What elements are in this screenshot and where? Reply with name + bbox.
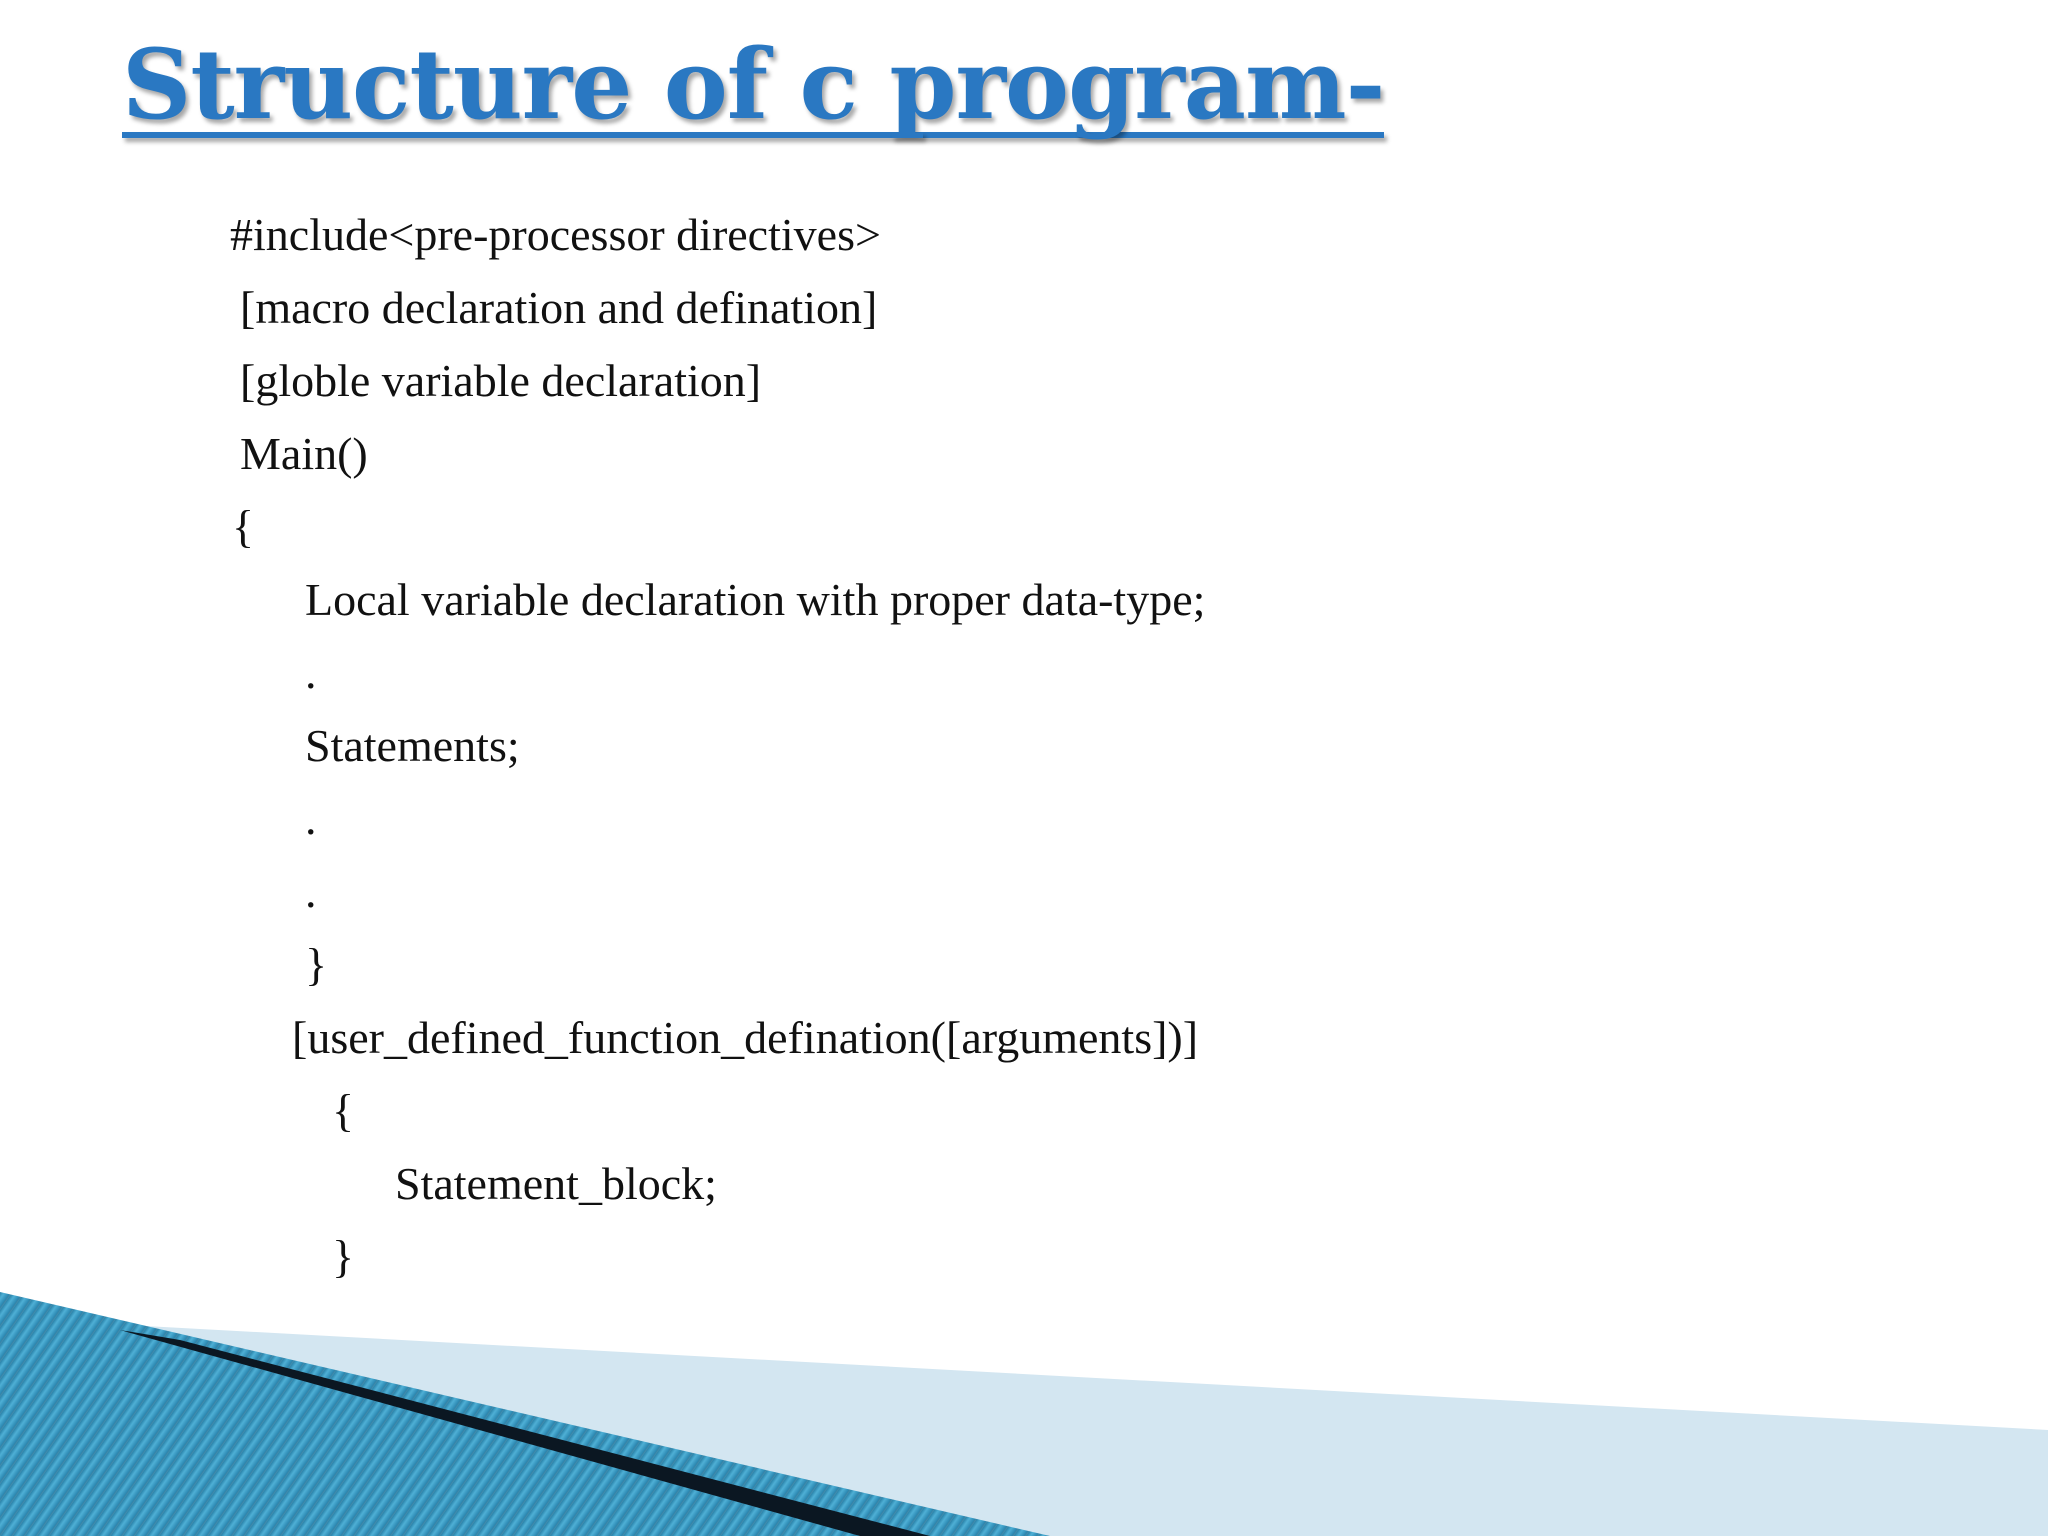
code-line-local-var: Local variable declaration with proper data-type; bbox=[305, 574, 1206, 625]
code-line-main-open-brace: { bbox=[232, 501, 255, 552]
code-line-dot: . bbox=[305, 866, 317, 917]
code-line-func-open-brace: { bbox=[332, 1085, 355, 1136]
slide-title: Structure of c program- bbox=[122, 28, 1385, 141]
code-line-dot: . bbox=[305, 647, 317, 698]
code-line-dot: . bbox=[305, 793, 317, 844]
title-block bbox=[122, 28, 1385, 141]
code-line-user-function: [user_defined_function_defination([arguments])] bbox=[292, 1012, 1199, 1063]
code-line-main: Main() bbox=[240, 428, 368, 479]
code-line-func-close-brace: } bbox=[332, 1231, 355, 1282]
code-line-include: #include<pre-processor directives> bbox=[230, 209, 881, 260]
code-line-statement-block: Statement_block; bbox=[395, 1158, 717, 1209]
code-line-main-close-brace: } bbox=[305, 939, 328, 990]
code-line-global: [globle variable declaration] bbox=[240, 355, 762, 406]
code-line-statements: Statements; bbox=[305, 720, 520, 771]
code-line-macro: [macro declaration and defination] bbox=[240, 282, 878, 333]
